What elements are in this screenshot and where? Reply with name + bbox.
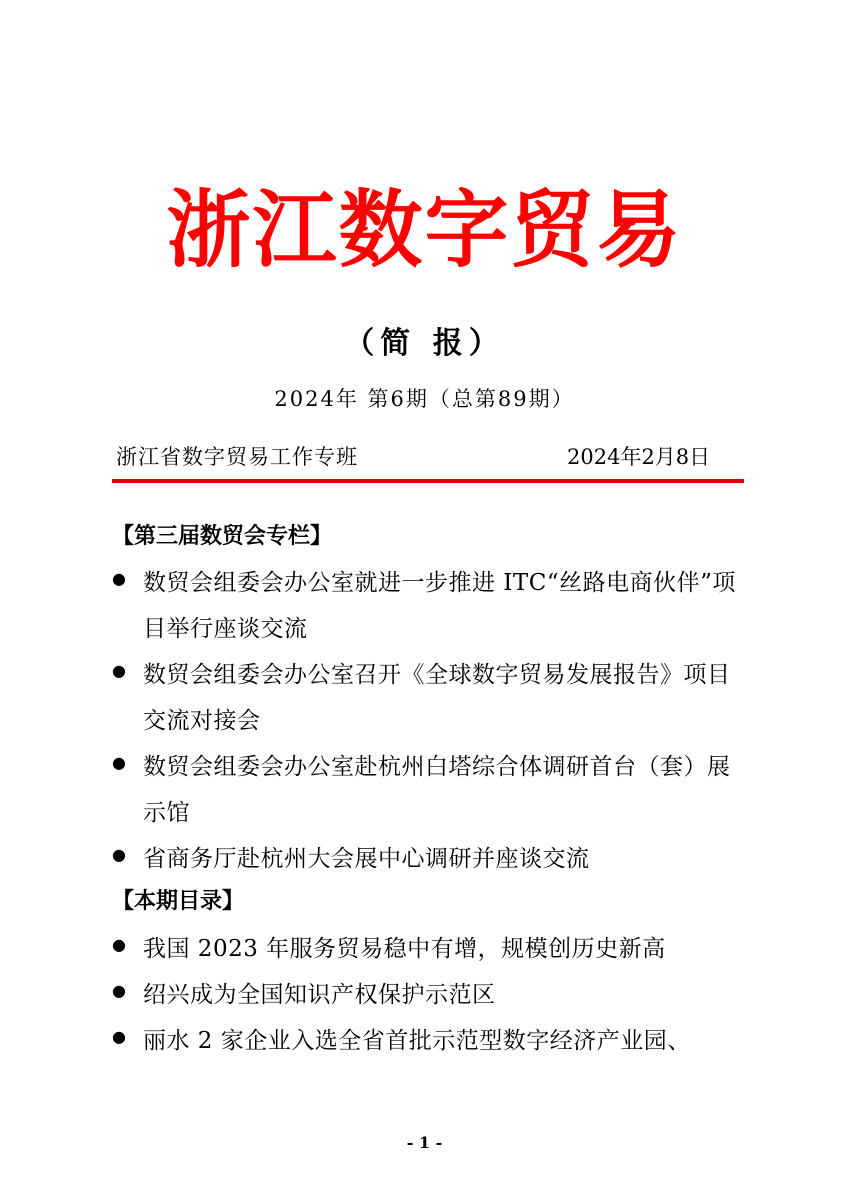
- list-item: [112, 744, 752, 836]
- header-divider: [112, 479, 744, 483]
- bullet-dot-icon: ●: [112, 661, 126, 680]
- list-item-text: 丽水 2 家企业入选全省首批示范型数字经济产业园、: [143, 1028, 691, 1054]
- bullet-dot-icon: ●: [112, 981, 126, 1000]
- bullet-dot-icon: ●: [112, 753, 126, 772]
- subtitle: （简 报）: [344, 326, 505, 361]
- list-item-text: 数贸会组委会办公室就进一步推进 ITC“丝路电商伙伴”项目举行座谈交流: [143, 570, 736, 642]
- section-header-contents: 【本期目录】: [112, 889, 245, 914]
- list-item: [112, 1018, 752, 1064]
- issue-number: 2024年 第6期（总第89期）: [274, 387, 575, 411]
- list-item-text: 数贸会组委会办公室赴杭州白塔综合体调研首台（套）展示馆: [143, 754, 731, 826]
- list-item-text: 绍兴成为全国知识产权保护示范区: [143, 982, 496, 1008]
- organization-name: 浙江省数字贸易工作专班: [116, 445, 358, 469]
- list-item-text: 我国 2023 年服务贸易稳中有增，规模创历史新高: [143, 936, 666, 962]
- bullet-dot-icon: ●: [112, 1027, 126, 1046]
- bullet-dot-icon: ●: [112, 935, 126, 954]
- list-item: [112, 926, 752, 972]
- section-header-expo-column: 【第三届数贸会专栏】: [112, 524, 333, 549]
- list-item: [112, 836, 752, 882]
- bullet-dot-icon: ●: [112, 845, 126, 864]
- page-number: - 1 -: [406, 1133, 443, 1152]
- list-item: [112, 560, 752, 652]
- bullet-dot-icon: ●: [112, 569, 126, 588]
- list-item-text: 省商务厅赴杭州大会展中心调研并座谈交流: [143, 846, 590, 872]
- masthead-title: 浙江数字贸易: [166, 181, 683, 279]
- list-item-text: 数贸会组委会办公室召开《全球数字贸易发展报告》项目交流对接会: [143, 662, 731, 734]
- list-item: [112, 972, 752, 1018]
- list-item: [112, 652, 752, 744]
- publish-date: 2024年2月8日: [567, 445, 711, 469]
